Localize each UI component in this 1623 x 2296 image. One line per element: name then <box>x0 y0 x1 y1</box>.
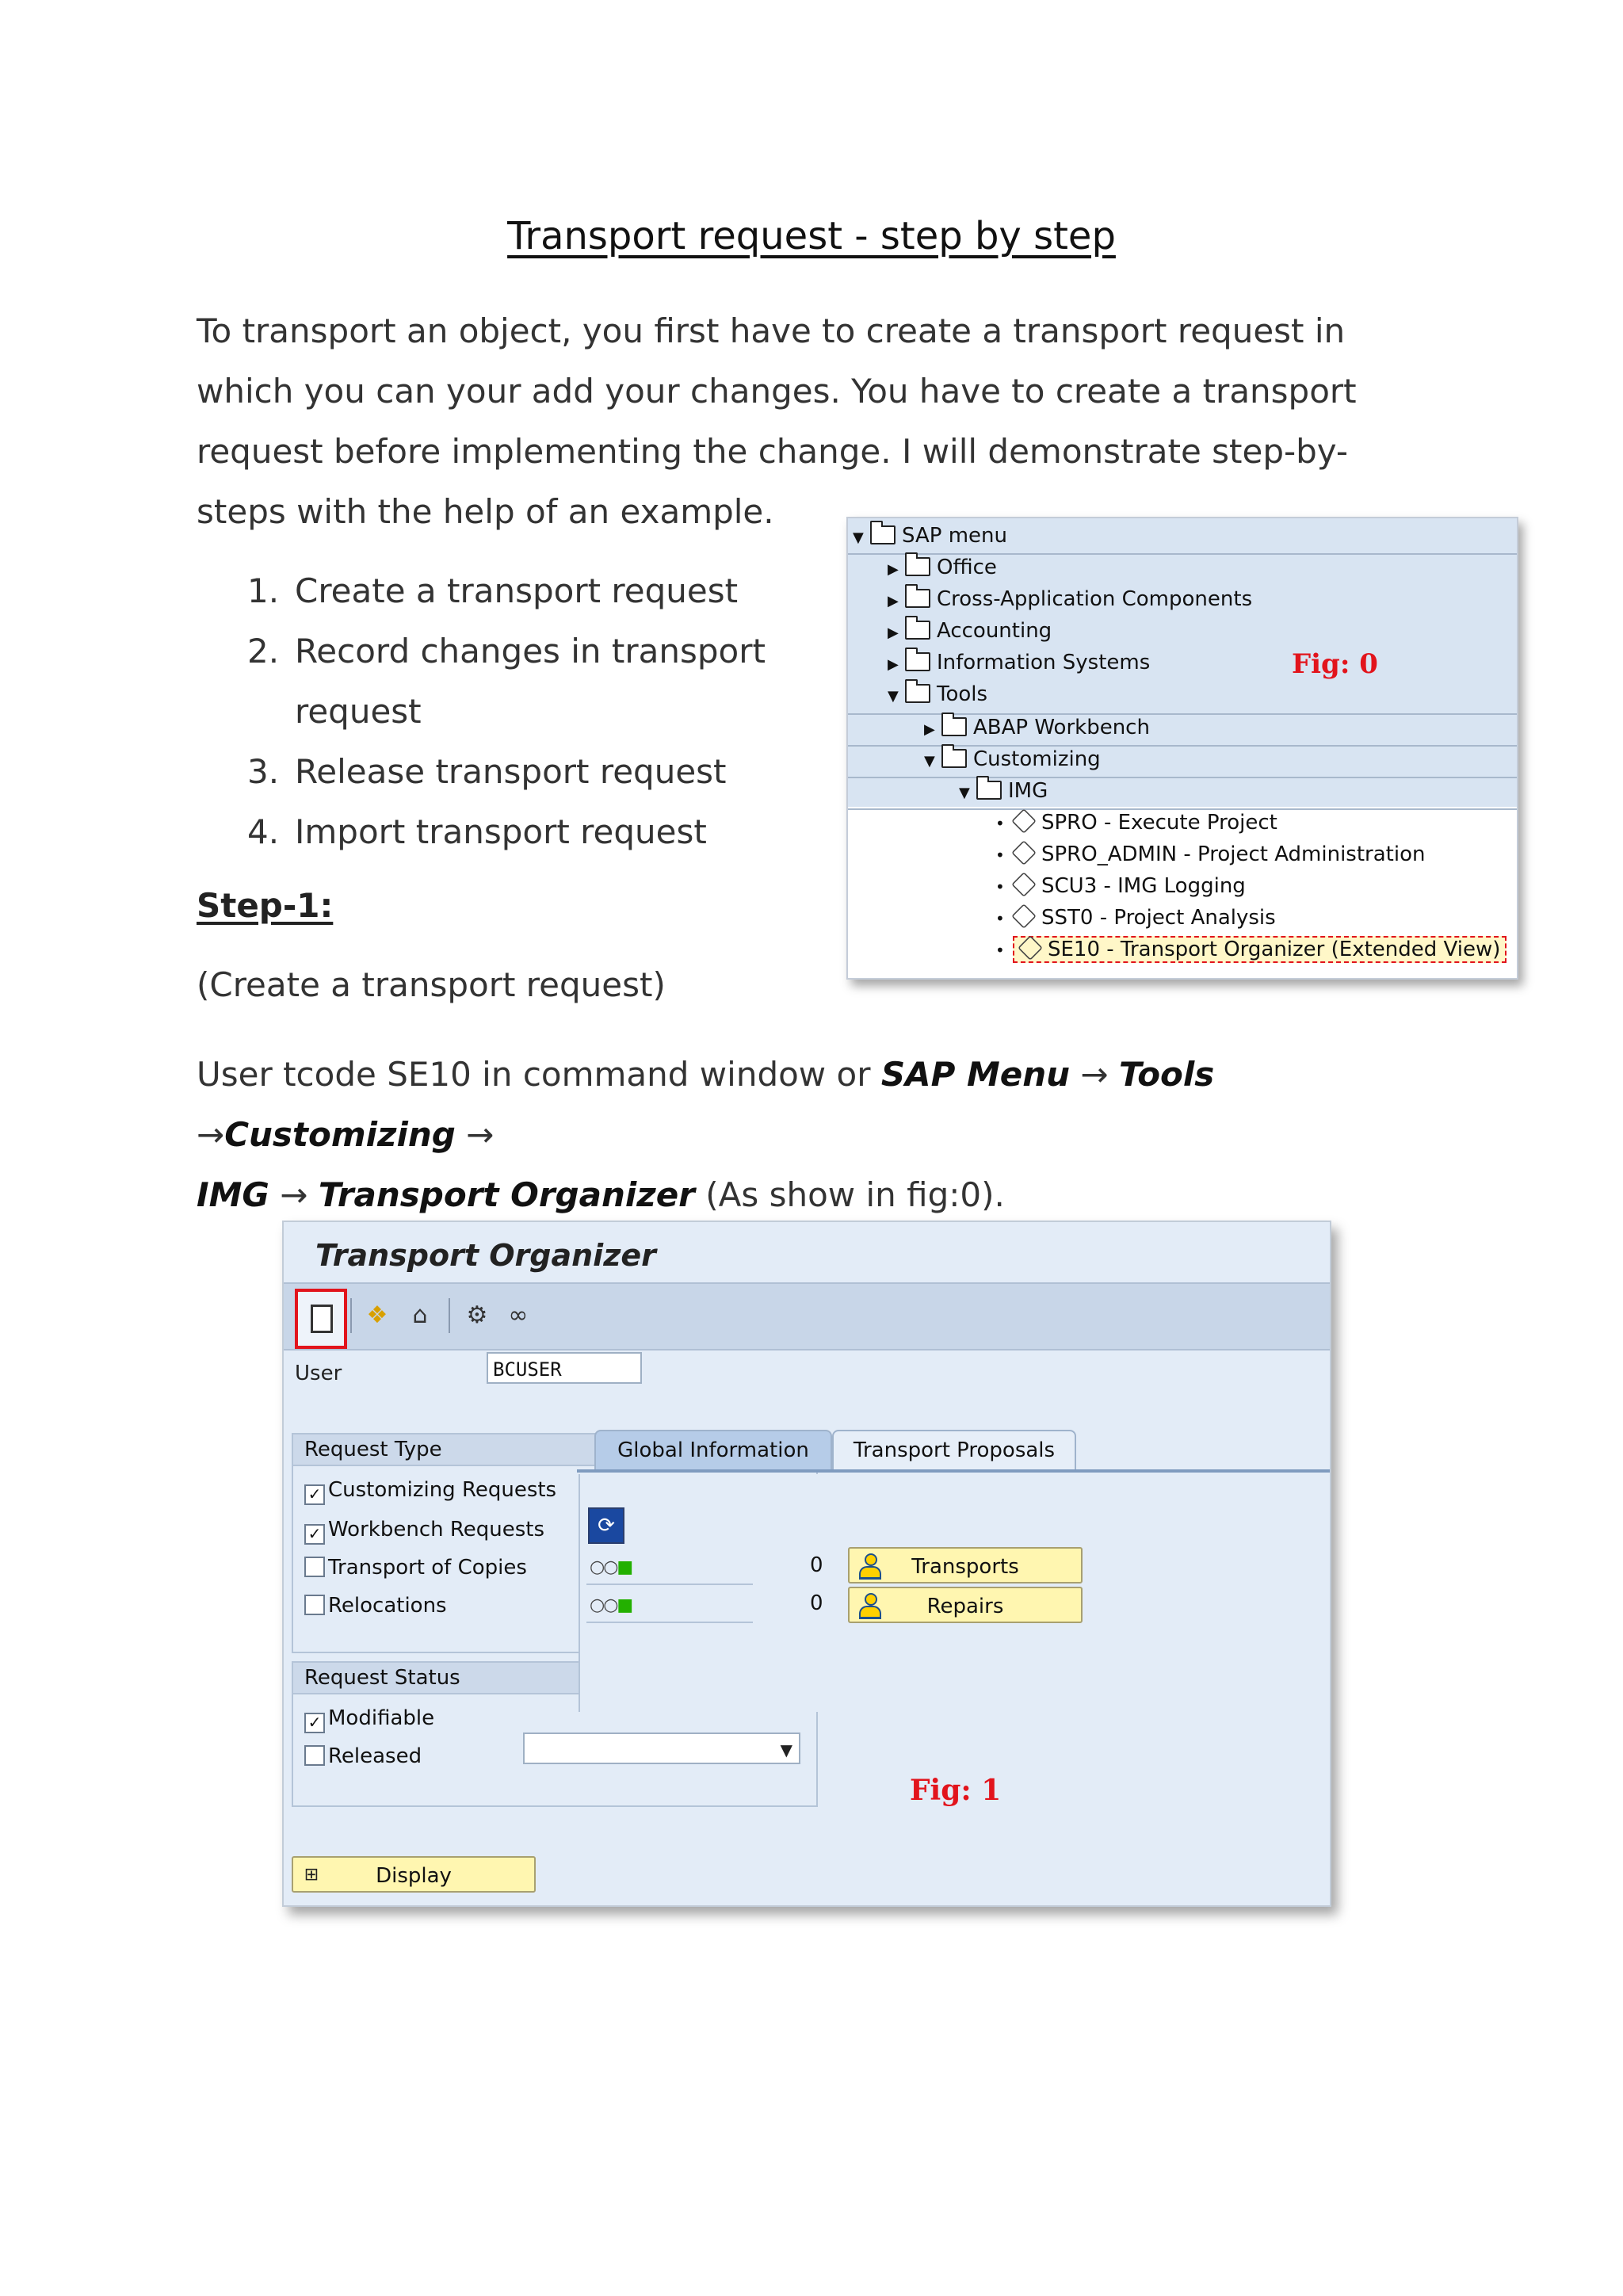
tab-global-information[interactable]: Global Information <box>594 1430 832 1469</box>
step-number: 3. <box>247 752 280 791</box>
instruction-suffix: (As show in fig:0). <box>694 1175 1005 1214</box>
bullet-icon: • <box>995 909 1005 928</box>
user-label: User <box>295 1362 342 1385</box>
toolbar-separator <box>449 1298 450 1333</box>
transport-house-icon[interactable]: ⌂ <box>412 1301 428 1329</box>
traffic-light-icon: ○○■ <box>590 1557 632 1577</box>
tree-item-office[interactable]: ▶ Office <box>888 552 997 583</box>
bullet-icon: • <box>995 941 1005 960</box>
checkbox-checked-icon[interactable]: ✓ <box>304 1713 325 1733</box>
path-tools: Tools <box>1118 1055 1215 1094</box>
tree-item-cross-application[interactable]: ▶ Cross-Application Components <box>888 583 1252 615</box>
step-item <box>197 742 799 802</box>
transaction-cube-icon <box>1011 872 1037 897</box>
window-title: Transport Organizer <box>315 1238 656 1273</box>
caret-down-icon[interactable]: ▼ <box>959 785 970 801</box>
transaction-cube-icon <box>1018 935 1043 961</box>
fig1-label: Fig: 1 <box>910 1774 1002 1807</box>
checkbox-checked-icon[interactable]: ✓ <box>304 1484 325 1505</box>
document-title: Transport request - step by step <box>507 214 1116 258</box>
transaction-cube-icon <box>1011 808 1037 834</box>
step-number: 1. <box>247 571 280 610</box>
user-input[interactable]: BCUSER <box>487 1352 642 1384</box>
step-number: 4. <box>247 812 280 851</box>
person-icon <box>857 1553 881 1579</box>
tree-item-tools[interactable]: ▼ Tools <box>888 678 987 710</box>
checkbox-unchecked-icon[interactable] <box>304 1595 325 1615</box>
new-document-icon <box>311 1305 333 1333</box>
traffic-light-icon: ○○■ <box>590 1595 632 1615</box>
tree-item-sst0[interactable]: • SST0 - Project Analysis <box>995 902 1276 934</box>
create-request-button[interactable] <box>295 1289 347 1349</box>
folder-open-icon <box>905 684 930 703</box>
step-number: 2. <box>247 632 280 670</box>
row-underline <box>586 1584 753 1585</box>
intro-paragraph <box>197 301 1417 542</box>
folder-icon <box>941 717 967 736</box>
step1-subtitle: (Create a transport request) <box>197 965 666 1004</box>
checkbox-transport-of-copies[interactable]: Transport of Copies <box>304 1552 527 1584</box>
request-type-heading: Request Type <box>293 1435 816 1466</box>
caret-right-icon[interactable]: ▶ <box>888 656 899 673</box>
tree-item-scu3[interactable]: • SCU3 - IMG Logging <box>995 870 1246 902</box>
caret-right-icon[interactable]: ▶ <box>888 561 899 578</box>
transaction-cube-icon <box>1011 840 1037 865</box>
repairs-count: 0 <box>810 1591 823 1615</box>
caret-down-icon[interactable]: ▼ <box>853 529 864 546</box>
refresh-icon[interactable]: ⟳ <box>588 1507 624 1544</box>
repairs-button[interactable]: Repairs <box>848 1587 1083 1623</box>
step-item <box>197 802 799 862</box>
toolbar <box>284 1282 1330 1350</box>
path-customizing: Customizing <box>224 1115 456 1154</box>
tree-item-sap-menu[interactable]: ▼ SAP menu <box>853 520 1007 552</box>
person-icon <box>857 1593 881 1618</box>
fig0-sap-menu-screenshot <box>846 517 1518 980</box>
folder-icon <box>905 557 930 576</box>
step-item <box>197 561 799 621</box>
instruction-paragraph <box>197 1045 1465 1225</box>
path-arrow: → <box>197 1115 225 1154</box>
step-item <box>197 621 799 742</box>
tree-divider <box>848 777 1517 778</box>
organizer-tools-icon[interactable]: ❖ <box>366 1301 388 1329</box>
chevron-down-icon[interactable]: ▼ <box>780 1740 792 1759</box>
path-arrow: → <box>455 1115 495 1154</box>
checkbox-unchecked-icon[interactable] <box>304 1557 325 1577</box>
caret-right-icon[interactable]: ▶ <box>888 593 899 609</box>
step1-heading: Step-1: <box>197 886 334 925</box>
analysis-tree-icon[interactable]: ⚙ <box>466 1301 488 1329</box>
se10-highlight[interactable]: SE10 - Transport Organizer (Extended View) <box>1013 936 1507 963</box>
steps-list <box>197 561 799 862</box>
path-img: IMG <box>197 1175 269 1214</box>
tree-item-accounting[interactable]: ▶ Accounting <box>888 615 1052 647</box>
path-sap-menu: SAP Menu <box>880 1055 1071 1094</box>
path-arrow: → <box>269 1175 319 1214</box>
tree-item-se10[interactable] <box>995 934 1507 965</box>
fig1-transport-organizer-screenshot <box>282 1221 1331 1907</box>
folder-open-icon <box>976 781 1002 800</box>
checkbox-checked-icon[interactable]: ✓ <box>304 1524 325 1545</box>
path-arrow: → <box>1070 1055 1119 1094</box>
folder-icon <box>905 589 930 608</box>
caret-down-icon[interactable]: ▼ <box>888 688 899 705</box>
tree-item-customizing[interactable]: ▼ Customizing <box>924 743 1101 775</box>
checkbox-modifiable[interactable]: ✓ Modifiable <box>304 1702 434 1734</box>
intro-text: To transport an object, you first have to create a transport request in which you can your add your changes. You have to create a transport request before implementing the change. I will demonstrate step-by-steps with the help of an example. <box>197 311 1357 531</box>
released-date-select[interactable] <box>523 1733 800 1764</box>
display-button[interactable]: ⊞ Display <box>292 1856 536 1893</box>
checkbox-customizing-requests[interactable]: ✓ Customizing Requests <box>304 1474 556 1506</box>
tree-item-img[interactable]: ▼ IMG <box>959 775 1048 807</box>
tree-item-spro[interactable]: • SPRO - Execute Project <box>995 807 1277 839</box>
bullet-icon: • <box>995 877 1005 896</box>
glasses-icon[interactable]: ∞ <box>508 1301 529 1329</box>
folder-icon <box>905 621 930 640</box>
step-text: Record changes in transport request <box>295 632 766 731</box>
tree-item-spro-admin[interactable]: • SPRO_ADMIN - Project Administration <box>995 839 1425 870</box>
checkbox-unchecked-icon[interactable] <box>304 1745 325 1766</box>
folder-icon <box>905 652 930 671</box>
folder-open-icon <box>870 525 896 544</box>
bullet-icon: • <box>995 814 1005 833</box>
transports-count: 0 <box>810 1553 823 1577</box>
hierarchy-icon: ⊞ <box>304 1865 319 1885</box>
bullet-icon: • <box>995 846 1005 865</box>
step-text: Release transport request <box>295 752 727 791</box>
step-text: Import transport request <box>295 812 707 851</box>
folder-open-icon <box>941 749 967 768</box>
tab-transport-proposals[interactable]: Transport Proposals <box>832 1430 1076 1469</box>
fig0-label: Fig: 0 <box>1292 648 1378 680</box>
step-text: Create a transport request <box>295 571 739 610</box>
path-transport-organizer: Transport Organizer <box>318 1175 695 1214</box>
tab-strip-border <box>577 1469 1330 1473</box>
instruction-prefix: User tcode SE10 in command window or <box>197 1055 881 1094</box>
tree-item-abap-workbench[interactable]: ▶ ABAP Workbench <box>924 712 1150 743</box>
transports-button[interactable]: Transports <box>848 1547 1083 1584</box>
caret-down-icon[interactable]: ▼ <box>924 753 935 770</box>
checkbox-relocations[interactable]: Relocations <box>304 1590 447 1622</box>
global-information-panel <box>579 1474 1330 1712</box>
caret-right-icon[interactable]: ▶ <box>924 721 935 738</box>
caret-right-icon[interactable]: ▶ <box>888 625 899 641</box>
tree-item-information-systems[interactable]: ▶ Information Systems <box>888 647 1150 678</box>
checkbox-workbench-requests[interactable]: ✓ Workbench Requests <box>304 1514 544 1545</box>
row-underline <box>586 1622 753 1623</box>
toolbar-separator <box>350 1298 352 1333</box>
transaction-cube-icon <box>1011 904 1037 929</box>
request-status-heading: Request Status <box>293 1663 816 1694</box>
checkbox-released[interactable]: Released <box>304 1740 422 1772</box>
